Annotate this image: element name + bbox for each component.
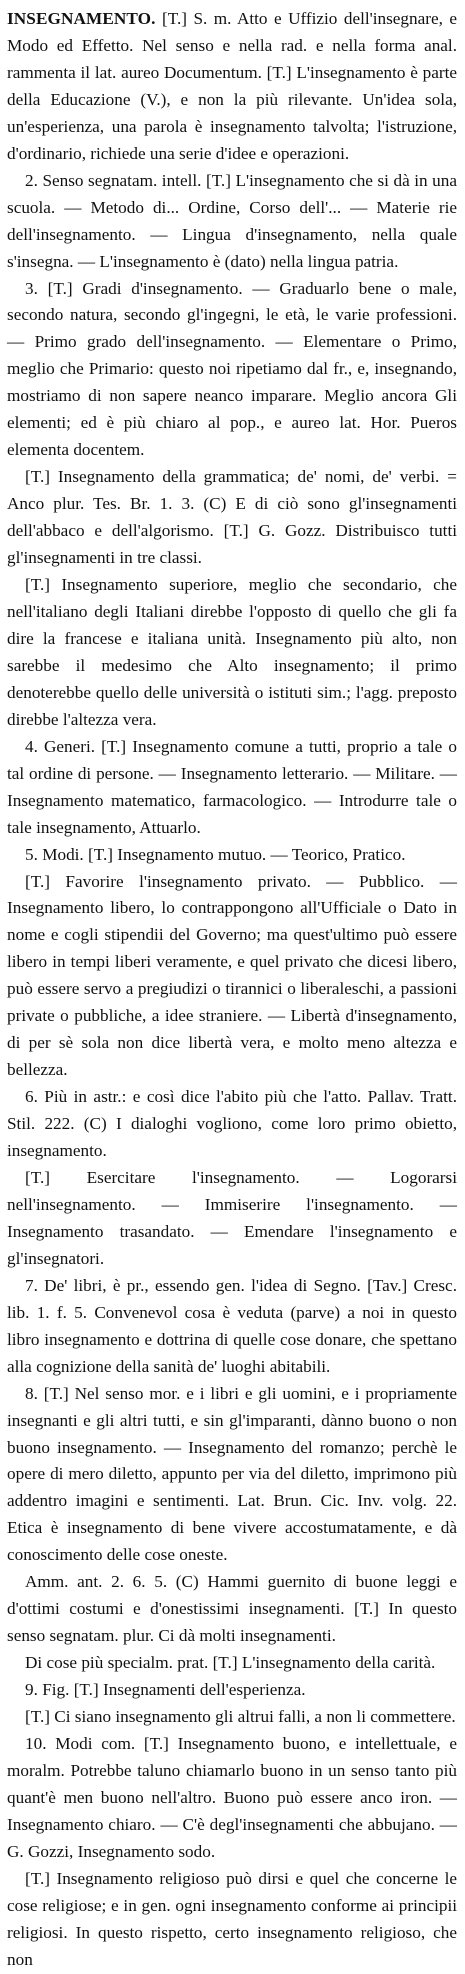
entry-paragraph-15: 9. Fig. [T.] Insegnamenti dell'esperienza. xyxy=(25,1680,306,1700)
entry-paragraph-17: 10. Modi com. [T.] Insegnamento buono, e intellettuale, e moralm. Potrebbe taluno chiamarlo buono in un senso tanto più quant'è men buono nell'altro. Buono può essere anco iron. — Insegnamento chiaro. — C'è degl'insegnamenti che abbujano. — G. Gozzi, Insegnamento sodo. xyxy=(7,1734,457,1861)
entry-paragraph-2: 2. Senso segnatam. intell. [T.] L'insegnamento che si dà in una scuola. — Metodo di... Ordine, Corso dell'... — Materie rie dell'insegnamento. — Lingua d'insegnamento, nella quale s'insegna. — L'insegnamento è (dato) nella lingua patria. xyxy=(7,170,457,271)
entry-paragraph-12: 8. [T.] Nel senso mor. e i libri e gli uomini, e i propriamente insegnanti e gli altri tutti, e sin gl'imparanti, dànno buono o non buono insegnamento. — Insegnamento del romanzo; perchè le opere di mero diletto, appunto per via del diletto, imprimono più addentro imagini e sentimenti. Lat. Brun. Cic. Inv. volg. 22. Etica è insegnamento di bene vivere accostumatamente, e dà conoscimento delle cose oneste. xyxy=(7,1383,457,1565)
entry-text-1: [T.] S. m. Atto e Uffizio dell'insegnare, e Modo ed Effetto. Nel senso e nella rad. e nella forma anal. rammenta il lat. aureo Documentum. [T.] L'insegnamento è parte della Educazione (V.), e non la più rilevante. Un'idea sola, un'esperienza, una parola è insegnamento talvolta; l'istruzione, d'ordinario, richiede una serie d'idee e operazioni. xyxy=(7,9,457,163)
entry-paragraph-14: Di cose più specialm. prat. [T.] L'insegnamento della carità. xyxy=(25,1653,436,1673)
entry-paragraph-4: [T.] Insegnamento della grammatica; de' nomi, de' verbi. = Anco plur. Tes. Br. 1. 3. (C) E di ciò sono gl'insegnamenti dell'abbaco e dell'algorismo. [T.] G. Gozz. Distribuisco tutti gl'insegnamenti in tre classi. xyxy=(7,467,457,568)
entry-paragraph-3: 3. [T.] Gradi d'insegnamento. — Graduarlo bene o male, secondo natura, secondo gl'ingegni, le età, le varie professioni. — Primo grado dell'insegnamento. — Elementare o Primo, meglio che Primario: questo noi ripetiamo dal fr., e, insegnando, mostriamo di non sapere neanco imparare. Meglio ancora Gli elementi; ed è più chiaro al pop., e aureo lat. Hor. Pueros elementa docentem. xyxy=(7,278,457,460)
entry-paragraph-10: [T.] Esercitare l'insegnamento. — Logorarsi nell'insegnamento. — Immiserire l'insegnamento. — Insegnamento trasandato. — Emendare l'insegnamento e gl'insegnatori. xyxy=(7,1167,457,1268)
entry-paragraph-16: [T.] Ci siano insegnamento gli altrui falli, a non li commettere. xyxy=(25,1707,456,1727)
entry-paragraph-7: 5. Modi. [T.] Insegnamento mutuo. — Teorico, Pratico. xyxy=(25,844,406,864)
entry-paragraph-9: 6. Più in astr.: e così dice l'abito più che l'atto. Pallav. Tratt. Stil. 222. (C) I dialoghi vogliono, come loro primo obietto, insegnamento. xyxy=(7,1087,457,1161)
entry-paragraph-6: 4. Generi. [T.] Insegnamento comune a tutti, proprio a tale o tal ordine di persone. — Insegnamento letterario. — Militare. — Insegnamento matematico, farmacologico. — Introdurre tale o tale insegnamento, Attuarlo. xyxy=(7,736,457,837)
entry-paragraph-18: [T.] Insegnamento religioso può dirsi e quel che concerne le cose religiose; e in gen. ogni insegnamento conforme ai principii religiosi. In questo rispetto, certo insegnamento religioso, che non xyxy=(7,1868,457,1969)
entry-paragraph-5: [T.] Insegnamento superiore, meglio che secondario, che nell'italiano degli Italiani direbbe l'opposto di quello che gli fa dire la francese e italiana unità. Insegnamento più alto, non sarebbe il medesimo che Alto insegnamento; il primo denoterebbe quello delle università o istituti sim.; l'agg. preposto direbbe l'altezza vera. xyxy=(7,575,457,729)
headword: INSEGNAMENTO. xyxy=(7,9,156,28)
entry-paragraph-13: Amm. ant. 2. 6. 5. (C) Hammi guernito di buone leggi e d'ottimi costumi e d'onestissimi insegnamenti. [T.] In questo senso segnatam. plur. Ci dà molti insegnamenti. xyxy=(7,1572,457,1646)
entry-paragraph-8: [T.] Favorire l'insegnamento privato. — Pubblico. — Insegnamento libero, lo contrappongono all'Ufficiale o Dato in nome e cogli stipendii del Governo; ma quest'ultimo può essere libero in tempi liberi veramente, e quel privato che dicesi libero, può essere servo a pregiudizi o tirannici o liberaleschi, a passioni private o pubbliche, a idee straniere. — Libertà d'insegnamento, di per sè sola non dice libertà vera, e molto meno altezza e bellezza. xyxy=(7,871,457,1080)
entry-paragraph-1 xyxy=(7,6,457,168)
entry-paragraph-11: 7. De' libri, è pr., essendo gen. l'idea di Segno. [Tav.] Cresc. lib. 1. f. 5. Convenevol cosa è veduta (parve) a noi in questo libro insegnamento e dottrina di quelle cose donare, che spettano alla cognizione della sanità de' luoghi abitabili. xyxy=(7,1275,457,1376)
